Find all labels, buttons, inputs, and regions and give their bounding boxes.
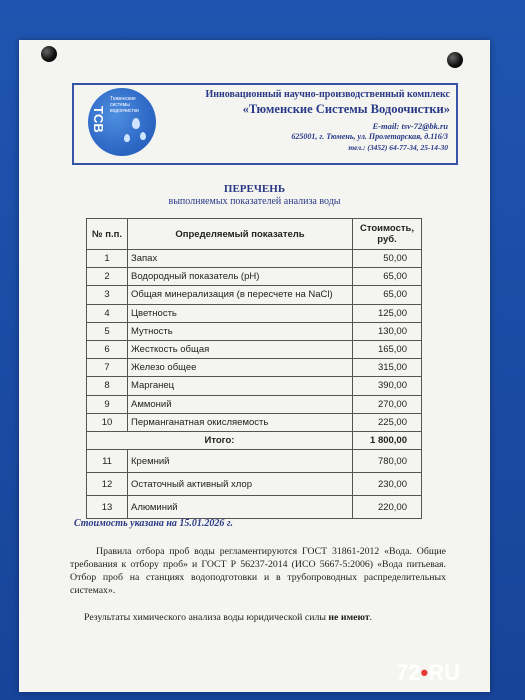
company-logo (88, 88, 156, 156)
col-header-price: Стоимость, руб. (353, 219, 422, 250)
table-row (87, 450, 422, 473)
row-indicator: Остаточный активный хлор (128, 473, 353, 496)
row-indicator: Общая минерализация (в пересчете на NaCl) (128, 286, 353, 304)
row-indicator: Аммоний (128, 395, 353, 413)
table-row (87, 304, 422, 322)
row-price: 50,00 (353, 250, 422, 268)
table-row (87, 286, 422, 304)
row-indicator: Кремний (128, 450, 353, 473)
table-row (87, 268, 422, 286)
row-indicator: Алюминий (128, 496, 353, 519)
row-indicator: Мутность (128, 322, 353, 340)
table-row (87, 250, 422, 268)
company-phones: тел.: (3452) 64-77-34, 25-14-30 (348, 143, 448, 152)
row-number: 4 (87, 304, 128, 322)
disclaimer-end: . (369, 612, 373, 623)
table-body (87, 250, 422, 519)
disclaimer-emphasis: не имеют (328, 612, 370, 623)
row-price: 270,00 (353, 395, 422, 413)
row-price: 225,00 (353, 413, 422, 431)
company-line1: Инновационный научно-производственный комплекс (205, 89, 450, 100)
table-row (87, 322, 422, 340)
row-price: 390,00 (353, 377, 422, 395)
table-row (87, 340, 422, 358)
row-price: 780,00 (353, 450, 422, 473)
legal-disclaimer (84, 612, 444, 623)
row-number: 12 (87, 473, 128, 496)
row-number: 5 (87, 322, 128, 340)
row-price: 165,00 (353, 340, 422, 358)
table-row (87, 496, 422, 519)
row-number: 3 (87, 286, 128, 304)
push-pin-icon (41, 46, 57, 62)
row-number: 8 (87, 377, 128, 395)
site-watermark (396, 660, 460, 686)
row-price: 125,00 (353, 304, 422, 322)
row-price: 130,00 (353, 322, 422, 340)
row-indicator: Жесткость общая (128, 340, 353, 358)
water-drop-icon (124, 134, 130, 142)
row-indicator: Запах (128, 250, 353, 268)
row-number: 10 (87, 413, 128, 431)
col-header-indicator: Определяемый показатель (128, 219, 353, 250)
row-indicator: Цветность (128, 304, 353, 322)
water-drop-icon (140, 132, 146, 140)
logo-text: Тюменские системы водоочистки (110, 96, 139, 114)
total-value: 1 800,00 (353, 431, 422, 449)
watermark-number: 72 (396, 660, 421, 685)
water-drop-icon (132, 118, 140, 129)
row-indicator: Железо общее (128, 359, 353, 377)
company-address: 625001, г. Тюмень, ул. Пролетарская, д.116/3 (291, 132, 448, 141)
disclaimer-text: Результаты химического анализа воды юридической силы (84, 612, 329, 623)
row-number: 1 (87, 250, 128, 268)
document-subtitle: выполняемых показателей анализа воды (168, 196, 341, 207)
price-table (86, 218, 422, 519)
row-number: 9 (87, 395, 128, 413)
row-number: 13 (87, 496, 128, 519)
row-number: 11 (87, 450, 128, 473)
table-header-row (87, 219, 422, 250)
watermark-domain: RU (428, 660, 460, 685)
row-number: 7 (87, 359, 128, 377)
company-name: «Тюменские Системы Водоочистки» (242, 102, 450, 116)
row-price: 65,00 (353, 268, 422, 286)
row-indicator: Марганец (128, 377, 353, 395)
table-row (87, 359, 422, 377)
row-price: 230,00 (353, 473, 422, 496)
logo-letters: ТСВ (91, 106, 106, 133)
company-email: E-mail: tsv-72@bk.ru (372, 121, 448, 131)
price-date-note: Стоимость указана на 15.01.2026 г. (74, 518, 233, 529)
table-row (87, 377, 422, 395)
watermark-dot: • (420, 660, 429, 685)
row-price: 220,00 (353, 496, 422, 519)
table-row (87, 395, 422, 413)
row-price: 315,00 (353, 359, 422, 377)
table-row (87, 473, 422, 496)
row-price: 65,00 (353, 286, 422, 304)
table-row (87, 413, 422, 431)
push-pin-icon (447, 52, 463, 68)
row-number: 6 (87, 340, 128, 358)
sampling-rules-text: Правила отбора проб воды регламентируются ГОСТ 31861-2012 «Вода. Общие требования к отбору проб» и ГОСТ Р 56237-2014 (ИСО 5667-5:2006) «Вода питьевая. Отбор проб на станциях водоподготовки и в трубопроводных распределительных системах». (70, 546, 446, 596)
row-number: 2 (87, 268, 128, 286)
row-indicator: Перманганатная окисляемость (128, 413, 353, 431)
row-indicator: Водородный показатель (pH) (128, 268, 353, 286)
total-label: Итого: (87, 431, 353, 449)
document-title: ПЕРЕЧЕНЬ (223, 183, 286, 195)
col-header-number: № п.п. (87, 219, 128, 250)
total-row (87, 431, 422, 449)
